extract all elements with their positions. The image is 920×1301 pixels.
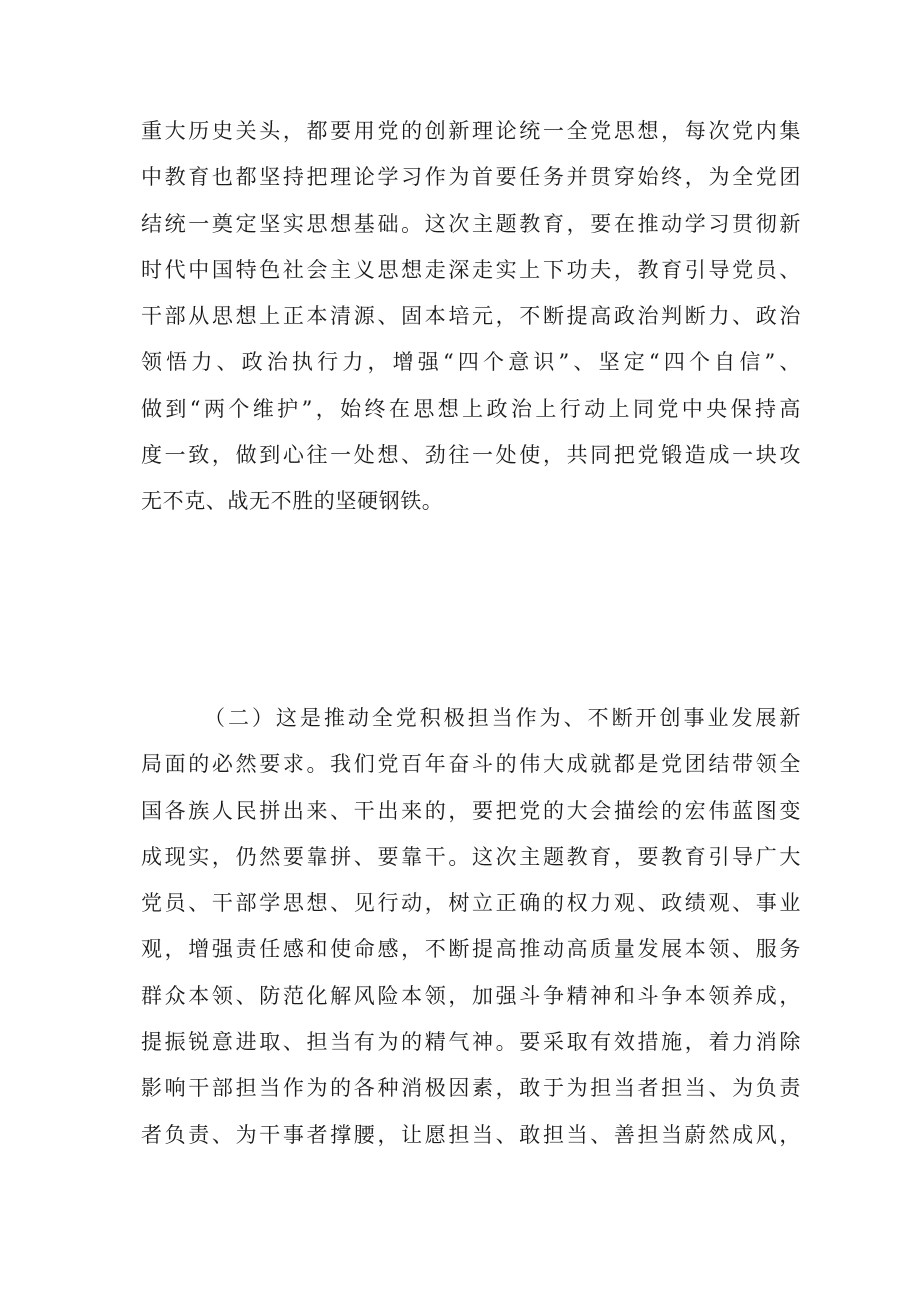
text-line: 提振锐意进取、担当有为的精气神。要采取有效措施，着力消除 xyxy=(141,1030,801,1055)
text-line: 做到“两个维护”，始终在思想上政治上行动上同党中央保持高 xyxy=(141,396,801,421)
text-line: 领悟力、政治执行力，增强“四个意识”、坚定“四个自信”、 xyxy=(141,350,801,375)
text-line: 者负责、为干事者撑腰，让愿担当、敢担当、善担当蔚然成风， xyxy=(141,1122,801,1147)
paragraph-1 xyxy=(141,108,801,525)
text-line: 群众本领、防范化解风险本领，加强斗争精神和斗争本领养成， xyxy=(141,983,801,1008)
text-line: 影响干部担当作为的各种消极因素，敢于为担当者担当、为负责 xyxy=(141,1076,801,1101)
text-line: 成现实，仍然要靠拼、要靠干。这次主题教育，要教育引导广大 xyxy=(141,844,801,869)
text-line: 时代中国特色社会主义思想走深走实上下功夫，教育引导党员、 xyxy=(141,257,801,282)
text-line: 干部从思想上正本清源、固本培元，不断提高政治判断力、政治 xyxy=(141,304,801,329)
text-line: 局面的必然要求。我们党百年奋斗的伟大成就都是党团结带领全 xyxy=(141,752,801,777)
text-line: 国各族人民拼出来、干出来的，要把党的大会描绘的宏伟蓝图变 xyxy=(141,798,801,823)
text-line: 中教育也都坚持把理论学习作为首要任务并贯穿始终，为全党团 xyxy=(141,165,801,190)
text-line: 结统一奠定坚实思想基础。这次主题教育，要在推动学习贯彻新 xyxy=(141,211,801,236)
text-line: 观，增强责任感和使命感，不断提高推动高质量发展本领、服务 xyxy=(141,937,801,962)
section-heading-line: （二）这是推动全党积极担当作为、不断开创事业发展新 xyxy=(204,706,801,730)
paragraph-2 xyxy=(141,695,801,1158)
text-line: 重大历史关头，都要用党的创新理论统一全党思想，每次党内集 xyxy=(141,119,801,143)
text-line: 度一致，做到心往一处想、劲往一处使，共同把党锻造成一块攻 xyxy=(141,443,801,468)
text-line: 党员、干部学思想、见行动，树立正确的权力观、政绩观、事业 xyxy=(141,891,801,916)
text-line: 无不克、战无不胜的坚硬钢铁。 xyxy=(141,489,444,514)
